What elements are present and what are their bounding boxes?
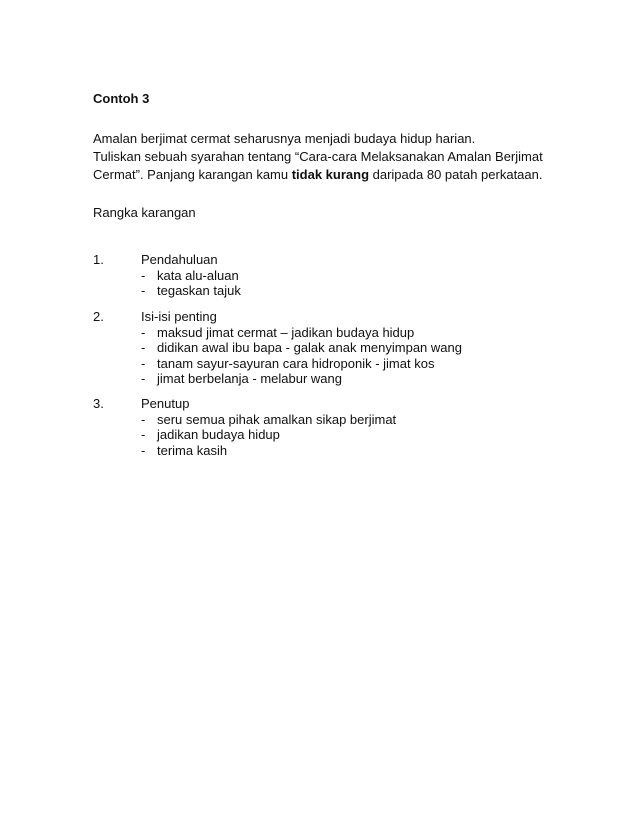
point-text: jadikan budaya hidup	[157, 427, 280, 442]
outline-section	[93, 252, 241, 299]
prompt-line-2: Tuliskan sebuah syarahan tentang “Cara-cara Melaksanakan Amalan Berjimat	[93, 149, 543, 164]
list-item	[141, 356, 462, 372]
prompt-line-1: Amalan berjimat cermat seharusnya menjadi budaya hidup harian.	[93, 131, 476, 146]
bullet-dash: -	[141, 324, 146, 340]
point-text: didikan awal ibu bapa - galak anak menyimpan wang	[157, 340, 462, 355]
list-item	[141, 283, 241, 299]
point-text: tanam sayur-sayuran cara hidroponik - jimat kos	[157, 355, 435, 371]
section-header	[93, 396, 396, 412]
prompt-line-3	[93, 166, 546, 184]
point-text: seru semua pihak amalkan sikap berjimat	[157, 411, 397, 427]
section-title: Penutup	[141, 396, 190, 411]
point-text: tegaskan tajuk	[157, 283, 241, 298]
section-number: 2.	[93, 309, 104, 324]
list-item	[141, 340, 462, 356]
section-header	[93, 252, 241, 268]
point-text: kata alu-aluan	[157, 267, 239, 283]
list-item	[141, 268, 241, 284]
bullet-dash: -	[141, 442, 146, 458]
bullet-dash: -	[141, 411, 146, 427]
point-text: jimat berbelanja - melabur wang	[157, 371, 342, 386]
bullet-dash: -	[141, 340, 146, 355]
section-number: 1.	[93, 252, 104, 267]
essay-prompt	[93, 130, 546, 184]
list-item	[141, 371, 462, 387]
section-title: Isi-isi penting	[141, 309, 217, 324]
outline-title: Rangka karangan	[93, 205, 196, 220]
bullet-dash: -	[141, 267, 146, 283]
section-points	[141, 325, 462, 387]
outline-section	[93, 309, 462, 387]
bullet-dash: -	[141, 355, 146, 371]
outline-section	[93, 396, 396, 458]
section-header	[93, 309, 462, 325]
section-title: Pendahuluan	[141, 252, 218, 267]
section-number: 3.	[93, 396, 104, 411]
list-item	[141, 427, 396, 443]
example-heading: Contoh 3	[93, 91, 150, 106]
point-text: maksud jimat cermat – jadikan budaya hidup	[157, 324, 415, 340]
bullet-dash: -	[141, 371, 146, 386]
bullet-dash: -	[141, 427, 146, 442]
section-points	[141, 268, 241, 299]
prompt-line-3-start: Cermat”. Panjang karangan kamu	[93, 167, 292, 182]
list-item	[141, 325, 462, 341]
list-item	[141, 412, 396, 428]
point-text: terima kasih	[157, 442, 228, 458]
prompt-emphasis: tidak kurang	[291, 167, 370, 182]
list-item	[141, 443, 396, 459]
prompt-line-3-end: daripada 80 patah perkataan.	[369, 167, 543, 182]
section-points	[141, 412, 396, 459]
bullet-dash: -	[141, 283, 146, 298]
